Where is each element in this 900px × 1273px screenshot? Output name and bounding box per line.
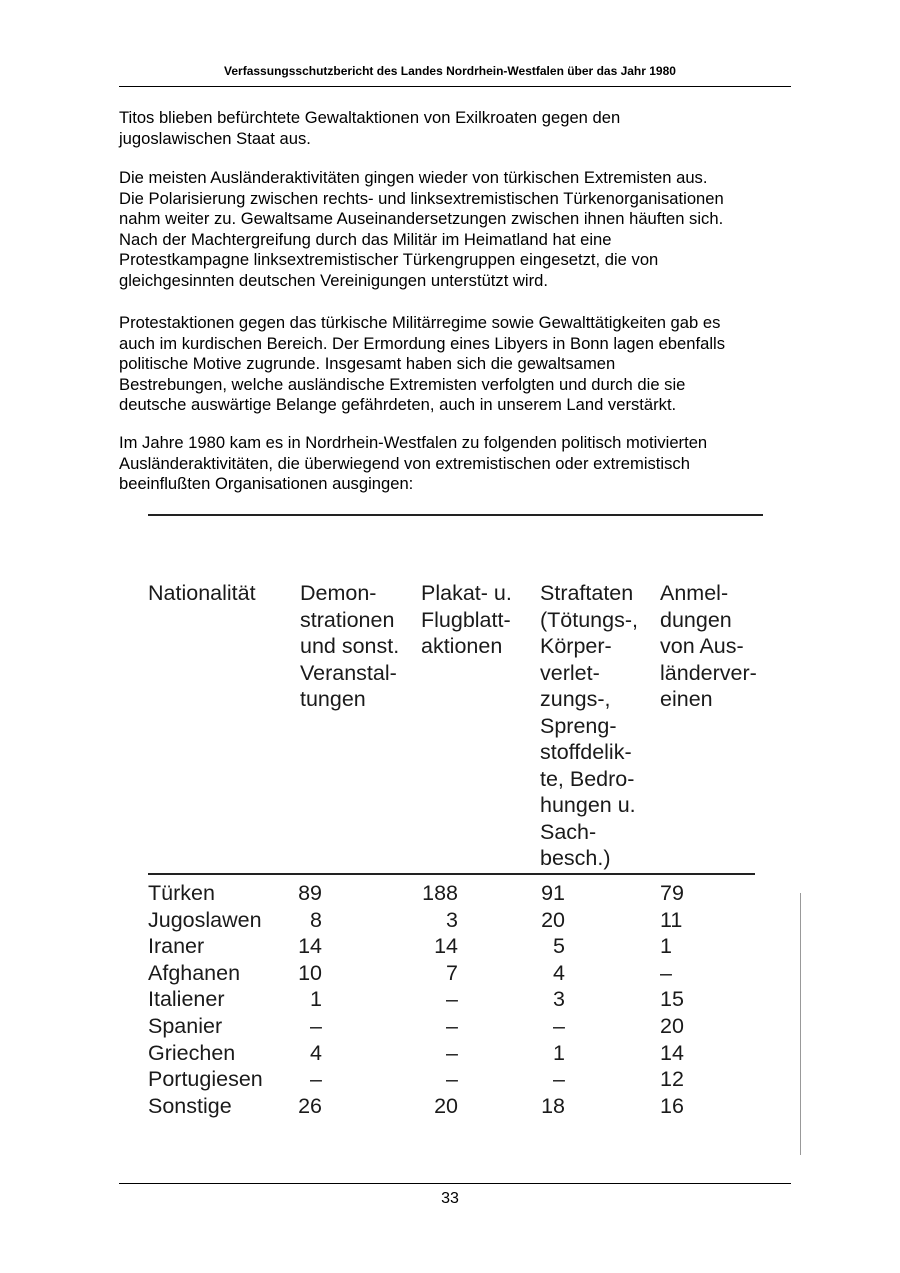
text-line: Ausländeraktivitäten, die überwiegend von extremistischen oder extremistisch <box>119 453 690 473</box>
row-label: Türken <box>148 881 215 905</box>
table-cell: 4 <box>553 960 565 985</box>
page-number: 33 <box>441 1190 459 1207</box>
text-line: jugoslawischen Staat aus. <box>119 128 311 148</box>
header-line: Plakat- u. <box>421 581 512 605</box>
table-cell: – <box>553 1014 565 1038</box>
table-cell: 8 <box>310 907 322 932</box>
paragraph-3 <box>119 313 799 416</box>
header-line: Flugblatt- <box>421 607 511 632</box>
text-line: deutsche auswärtige Belange gefährdeten, auch in unserem Land verstärkt. <box>119 395 677 415</box>
table-cell: 10 <box>298 960 322 985</box>
table-cell: – <box>446 1014 458 1038</box>
col-header-registrations <box>660 580 757 713</box>
table-cell: 20 <box>434 1093 458 1118</box>
text-line: Protestkampagne linksextremistischer Türkengruppen eingesetzt, die von <box>119 250 659 270</box>
table-cell: 1 <box>553 1040 565 1065</box>
running-header: Verfassungsschutzbericht des Landes Nordrhein-Westfalen über das Jahr 1980 <box>224 64 676 78</box>
text-line: Die meisten Ausländeraktivitäten gingen wieder von türkischen Extremisten aus. <box>119 168 708 187</box>
text-line: Die Polarisierung zwischen rechts- und linksextremistischen Türkenorganisationen <box>119 188 724 208</box>
table-cell: – <box>310 1067 322 1092</box>
scan-edge-line <box>800 893 801 1155</box>
text-line: Protestaktionen gegen das türkische Militärregime sowie Gewalttätigkeiten gab es <box>119 313 721 332</box>
header-line: von Aus- <box>660 634 744 658</box>
header-line: länderver- <box>660 660 757 685</box>
row-label: Sonstige <box>148 1093 232 1118</box>
text-line: gleichgesinnten deutschen Vereinigungen unterstützt wird. <box>119 270 548 290</box>
header-line: Nationalität <box>148 581 256 605</box>
paragraph-4 <box>119 433 799 495</box>
header-rule <box>119 86 791 87</box>
footer-rule <box>119 1183 791 1184</box>
table-cell: 11 <box>660 907 683 932</box>
header-line: einen <box>660 687 713 711</box>
header-line: Veranstal- <box>300 660 397 685</box>
col-header-demonstrations <box>300 580 399 713</box>
table-cell: 7 <box>446 960 458 985</box>
table-cell: 14 <box>660 1040 684 1065</box>
header-line: aktionen <box>421 634 503 658</box>
table-cell: 5 <box>553 934 565 959</box>
header-line: tungen <box>300 687 366 711</box>
header-line: strationen <box>300 607 395 632</box>
header-line: te, Bedro- <box>540 766 635 791</box>
header-line: und sonst. <box>300 634 400 658</box>
table-cell: – <box>660 960 672 985</box>
table-cell: 14 <box>298 934 322 959</box>
text-line: Nach der Machtergreifung durch das Militär im Heimatland hat eine <box>119 229 612 249</box>
text-line: auch im kurdischen Bereich. Der Ermordung eines Libyers in Bonn lagen ebenfalls <box>119 333 726 353</box>
header-line: dungen <box>660 607 732 632</box>
header-line: besch.) <box>540 846 611 870</box>
row-label: Italiener <box>148 987 225 1012</box>
header-line: Straftaten <box>540 581 634 605</box>
table-cell: – <box>446 1067 458 1092</box>
table-cell: – <box>310 1014 322 1038</box>
table-cell: 188 <box>422 881 458 905</box>
table-cell: 79 <box>660 881 684 905</box>
text-line: Bestrebungen, welche ausländische Extremisten verfolgten und durch die sie <box>119 374 686 394</box>
table-cell: – <box>446 1040 458 1065</box>
table-cell: – <box>446 987 458 1012</box>
table-cell: 26 <box>298 1093 322 1118</box>
text-line: politische Motive zugrunde. Insgesamt haben sich die gewaltsamen <box>119 354 616 374</box>
table-cell: 89 <box>298 881 322 905</box>
table-cell: 4 <box>310 1040 322 1065</box>
table-top-rule <box>148 514 763 516</box>
header-line: Anmel- <box>660 581 729 605</box>
text-line: Im Jahre 1980 kam es in Nordrhein-Westfalen zu folgenden politisch motivierten <box>119 433 708 452</box>
paragraph-2 <box>119 168 799 292</box>
header-line: hungen u. <box>540 793 636 817</box>
table-header-rule <box>148 873 755 875</box>
header-line: zungs-, <box>540 687 611 711</box>
table-cell: 20 <box>541 907 565 932</box>
header-line: verlet- <box>540 660 600 685</box>
paragraph-1 <box>119 108 799 149</box>
header-line: Sach- <box>540 819 597 844</box>
col-header-nationality <box>148 580 256 607</box>
header-line: Demon- <box>300 581 377 605</box>
table-cell: 3 <box>446 907 458 932</box>
header-line: stoffdelik- <box>540 740 632 764</box>
header-line: Spreng- <box>540 713 617 738</box>
row-label: Afghanen <box>148 960 241 985</box>
header-line: (Tötungs-, <box>540 607 638 632</box>
table-cell: 91 <box>541 881 565 905</box>
table-cell: 14 <box>434 934 458 959</box>
col-header-offences <box>540 580 638 872</box>
table-cell: 1 <box>310 987 322 1012</box>
col-header-posters <box>421 580 512 660</box>
row-label: Jugoslawen <box>148 907 262 932</box>
text-line: nahm weiter zu. Gewaltsame Auseinandersetzungen zwischen ihnen häuften sich. <box>119 209 724 229</box>
table-cell: 18 <box>541 1093 565 1118</box>
table-cell: 3 <box>553 987 565 1012</box>
table-cell: – <box>553 1067 565 1092</box>
text-line: beeinflußten Organisationen ausgingen: <box>119 474 414 494</box>
row-label: Spanier <box>148 1014 223 1038</box>
table-cell: 15 <box>660 987 684 1012</box>
row-label: Iraner <box>148 934 205 959</box>
row-label: Griechen <box>148 1040 236 1065</box>
row-label: Portugiesen <box>148 1067 263 1092</box>
table-cell: 20 <box>660 1014 684 1038</box>
table-cell: 1 <box>660 934 672 959</box>
text-line: Titos blieben befürchtete Gewaltaktionen von Exilkroaten gegen den <box>119 108 621 127</box>
table-cell: 16 <box>660 1093 684 1118</box>
table-cell: 12 <box>660 1067 684 1092</box>
header-line: Körper- <box>540 634 612 658</box>
